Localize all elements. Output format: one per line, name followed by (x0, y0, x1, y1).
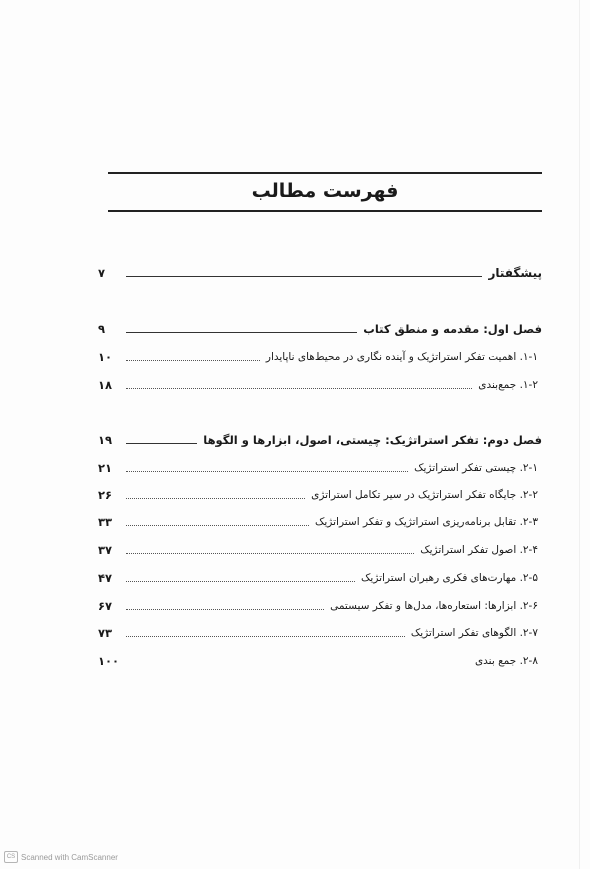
toc-leader (126, 471, 408, 472)
toc-page-number: ۱۹ (98, 433, 113, 447)
toc-entry-label: فصل اول: مقدمه و منطق کتاب (363, 322, 542, 336)
toc-entry-label: ۲-۱. چیستی تفکر استراتژیک (414, 462, 538, 474)
toc-entry-2-5 (98, 569, 542, 587)
toc-entry-label: ۲-۵. مهارت‌های فکری رهبران استراتژیک (361, 572, 538, 584)
toc-entry-label: ۲-۴. اصول تفکر استراتژیک (420, 544, 538, 556)
toc-entry-2-1 (98, 459, 542, 477)
toc-leader (126, 581, 355, 582)
toc-leader (126, 360, 260, 361)
toc-entry-label: ۱-۲. جمع‌بندی (478, 379, 538, 391)
toc-page-number: ۶۷ (98, 599, 113, 613)
toc-leader (126, 636, 405, 637)
toc-page-number: ۷۳ (98, 626, 113, 640)
toc-entry-label: ۲-۶. ابزارها: استعاره‌ها، مدل‌ها و تفکر سیستمی (330, 600, 538, 612)
toc-leader (126, 388, 472, 389)
toc-leader (126, 332, 357, 333)
toc-page-number: ۲۶ (98, 488, 113, 502)
toc-entry-2-4 (98, 541, 542, 559)
toc-page-number: ۹ (98, 322, 106, 336)
title-rule-top (108, 172, 542, 174)
toc-page-number: ۲۱ (98, 461, 113, 475)
toc-page-number: ۱۰۰ (98, 654, 120, 668)
title-block (108, 172, 542, 212)
toc-entry-label: ۱-۱. اهمیت تفکر استراتژیک و آینده نگاری در محیط‌های ناپایدار (265, 351, 538, 363)
toc-entry-label: ۲-۲. جایگاه تفکر استراتژیک در سیر تکامل استراتژی (311, 489, 538, 501)
toc-leader (126, 553, 414, 554)
toc-entry-2-7 (98, 624, 542, 642)
toc-page-number: ۱۸ (98, 378, 113, 392)
toc-leader (126, 525, 309, 526)
toc-entry-label: پیشگفتار (488, 266, 542, 280)
toc-entry-preface (98, 264, 542, 282)
toc-leader (126, 276, 482, 277)
toc-entry-2-3 (98, 513, 542, 531)
toc-entry-2-2 (98, 486, 542, 504)
toc-entry-2-6 (98, 597, 542, 615)
toc-leader (126, 498, 305, 499)
toc-leader (126, 609, 324, 610)
toc-page-number: ۷ (98, 266, 106, 280)
camscanner-logo-icon: CS (4, 851, 18, 863)
page-edge-shadow (579, 0, 580, 869)
toc-page-number: ۳۳ (98, 515, 113, 529)
toc-page-number: ۳۷ (98, 543, 113, 557)
toc-entry-chapter-2 (98, 431, 542, 449)
toc-entry-label: ۲-۸. جمع بندی (474, 655, 538, 667)
toc-leader (126, 664, 469, 665)
title-rule-bottom (108, 210, 542, 212)
toc-leader (126, 443, 197, 444)
toc-entry-label: ۲-۷. الگوهای تفکر استراتژیک (410, 627, 538, 639)
toc-page-number: ۱۰ (98, 350, 113, 364)
page-title: فهرست مطالب (251, 180, 399, 202)
toc-entry-1-2 (98, 376, 542, 394)
scanner-watermark (4, 851, 118, 863)
toc-entry-chapter-1 (98, 320, 542, 338)
toc-entry-2-8 (98, 652, 542, 670)
toc-page-number: ۴۷ (98, 571, 113, 585)
toc-entry-label: فصل دوم: تفکر استراتژیک: چیستی، اصول، ابزارها و الگوها (203, 433, 542, 447)
toc-entry-1-1 (98, 348, 542, 366)
toc-entry-label: ۲-۳. تقابل برنامه‌ریزی استراتژیک و تفکر استراتژیک (314, 516, 538, 528)
watermark-text: Scanned with CamScanner (21, 852, 118, 862)
